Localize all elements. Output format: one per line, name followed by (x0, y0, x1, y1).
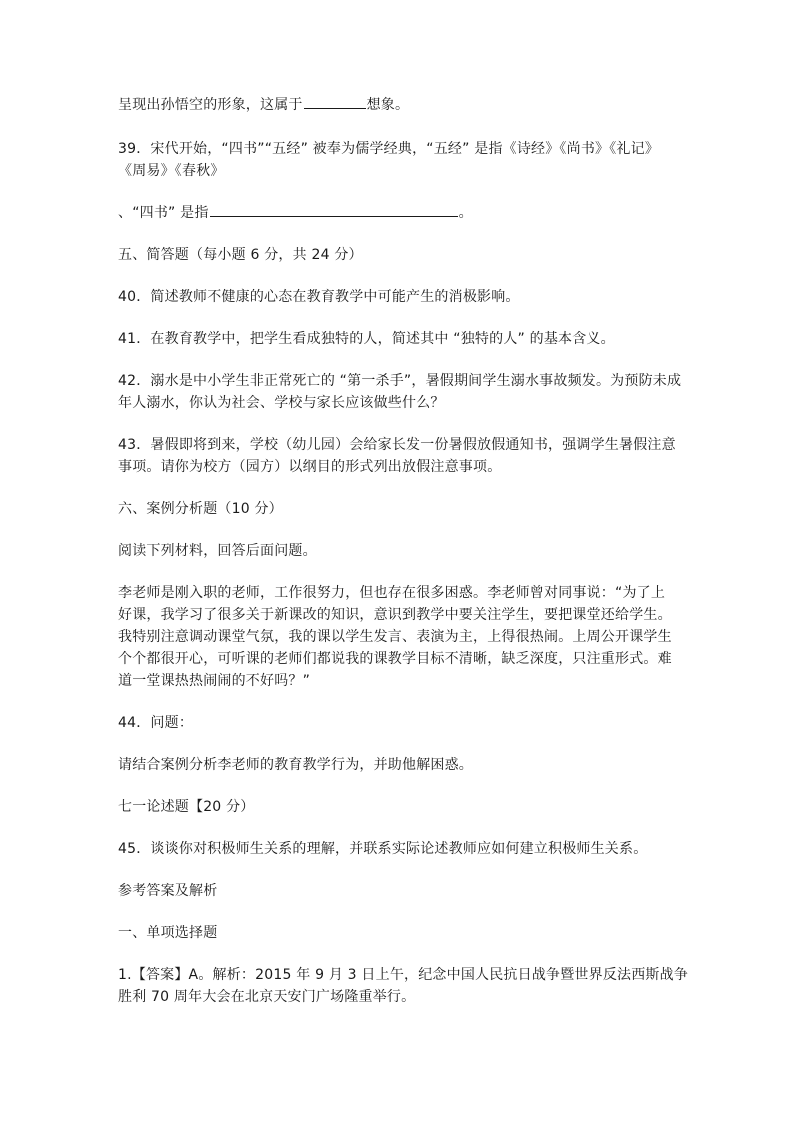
question-43-line-2: 事项。请你为校方（园方）以纲目的形式列出放假注意事项。 (118, 459, 502, 475)
question-40: 40．简述教师不健康的心态在教育教学中可能产生的消极影响。 (118, 289, 520, 305)
case-line-3: 我特别注意调动课堂气氛，我的课以学生发言、表演为主，上得很热闹。上周公开课学生 (118, 629, 672, 645)
q38-tail (118, 94, 409, 116)
q39-text-before: 、“四书” 是指 (118, 205, 209, 221)
answer-1-line-2: 胜利 70 周年大会在北京天安门广场隆重举行。 (118, 989, 416, 1005)
question-44-prompt: 请结合案例分析李老师的教育教学行为，并助他解困惑。 (118, 757, 473, 773)
answers-heading: 参考答案及解析 (118, 883, 218, 899)
case-line-5: 道一堂课热热闹闹的不好吗？” (118, 673, 311, 689)
q39-line-3 (118, 202, 473, 224)
section-7-heading: 七一论述题【20 分） (118, 799, 255, 815)
case-line-1: 李老师是刚入职的老师，工作很努力，但也存在很多困惑。李老师曾对同事说：“为了上 (118, 585, 666, 601)
question-43-line-1: 43．暑假即将到来，学校（幼儿园）会给家长发一份暑假放假通知书，强调学生暑假注意 (118, 437, 676, 453)
question-45: 45．谈谈你对积极师生关系的理解，并联系实际论述教师应如何建立积极师生关系。 (118, 841, 648, 857)
answer-blank (304, 94, 366, 109)
section-5-heading: 五、简答题（每小题 6 分，共 24 分） (118, 247, 363, 263)
q38-text-after: 想象。 (366, 97, 410, 113)
answer-1-line-1: 1.【答案】A。解析：2015 年 9 月 3 日上午，纪念中国人民抗日战争暨世界反法西斯战争 (118, 967, 689, 983)
answer-blank (210, 202, 458, 217)
answers-section-1: 一、单项选择题 (118, 925, 218, 941)
question-41: 41．在教育教学中，把学生看成独特的人，简述其中 “独特的人” 的基本含义。 (118, 331, 615, 347)
q39-line-2: 《周易》《春秋》 (118, 163, 225, 179)
case-line-2: 好课，我学习了很多关于新课改的知识，意识到教学中要关注学生，要把课堂还给学生。 (118, 607, 672, 623)
question-42-line-1: 42．溺水是中小学生非正常死亡的 “第一杀手”，暑假期间学生溺水事故频发。为预防未成 (118, 373, 682, 389)
q39-text-after: 。 (458, 205, 473, 221)
question-42-line-2: 年人溺水，你认为社会、学校与家长应该做些什么？ (118, 395, 445, 411)
section-6-heading: 六、案例分析题（10 分） (118, 501, 283, 517)
q38-text-before: 呈现出孙悟空的形象，这属于 (118, 97, 303, 113)
case-instruction: 阅读下列材料，回答后面问题。 (118, 543, 317, 559)
question-44: 44．问题： (118, 715, 194, 731)
case-line-4: 个个都很开心，可听课的老师们都说我的课教学目标不清晰，缺乏深度，只注重形式。难 (118, 651, 672, 667)
q39-line-1: 39．宋代开始，“四书”“五经” 被奉为儒学经典，“五经” 是指《诗经》《尚书》《礼记》 (118, 141, 660, 157)
